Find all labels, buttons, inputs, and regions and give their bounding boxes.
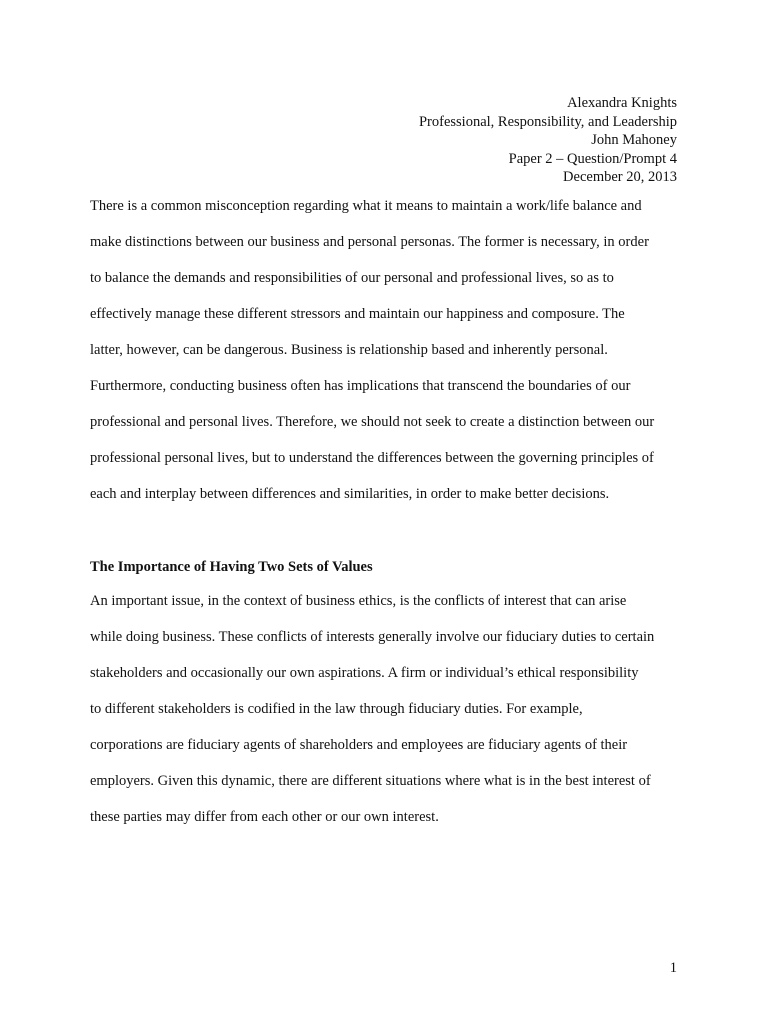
paragraph-1-line: There is a common misconception regarding what it means to maintain a work/life balance and bbox=[90, 198, 642, 214]
course-name: Professional, Responsibility, and Leadership bbox=[418, 113, 677, 130]
paragraph-2-line: corporations are fiduciary agents of shareholders and employees are fiduciary agents of their bbox=[90, 737, 628, 753]
paragraph-1-line: latter, however, can be dangerous. Business is relationship based and inherently personal. bbox=[90, 342, 608, 358]
paragraph-1-line: to balance the demands and responsibilities of our personal and professional lives, so as to bbox=[90, 270, 614, 286]
paragraph-1-line: make distinctions between our business and personal personas. The former is necessary, in order bbox=[90, 234, 649, 250]
paragraph-2-line: while doing business. These conflicts of interests generally involve our fiduciary duties to certain bbox=[90, 629, 655, 645]
page-number: 1 bbox=[669, 960, 677, 976]
paragraph-2-line: employers. Given this dynamic, there are different situations where what is in the best interest of bbox=[90, 773, 651, 789]
paragraph-2-line: these parties may differ from each other or our own interest. bbox=[90, 809, 439, 825]
paragraph-1-line: effectively manage these different stressors and maintain our happiness and composure. The bbox=[90, 306, 625, 322]
paragraph-1-line: each and interplay between differences and similarities, in order to make better decisions. bbox=[90, 486, 610, 502]
paragraph-1-line: professional personal lives, but to understand the differences between the governing principles of bbox=[90, 450, 654, 466]
instructor-name: John Mahoney bbox=[591, 132, 677, 148]
paragraph-1-line: Furthermore, conducting business often has implications that transcend the boundaries of our bbox=[90, 378, 631, 394]
section-heading: The Importance of Having Two Sets of Values bbox=[90, 559, 373, 575]
document-date: December 20, 2013 bbox=[563, 169, 677, 185]
header-block bbox=[419, 94, 677, 187]
paragraph-2-line: to different stakeholders is codified in the law through fiduciary duties. For example, bbox=[90, 701, 583, 717]
paragraph-2-line: An important issue, in the context of business ethics, is the conflicts of interest that can arise bbox=[90, 593, 627, 609]
paragraph-1-line: professional and personal lives. Therefore, we should not seek to create a distinction between our bbox=[90, 414, 655, 430]
paragraph-2-line: stakeholders and occasionally our own aspirations. A firm or individual’s ethical responsibility bbox=[90, 665, 639, 681]
assignment-title: Paper 2 – Question/Prompt 4 bbox=[508, 150, 677, 167]
author-name: Alexandra Knights bbox=[567, 95, 677, 111]
